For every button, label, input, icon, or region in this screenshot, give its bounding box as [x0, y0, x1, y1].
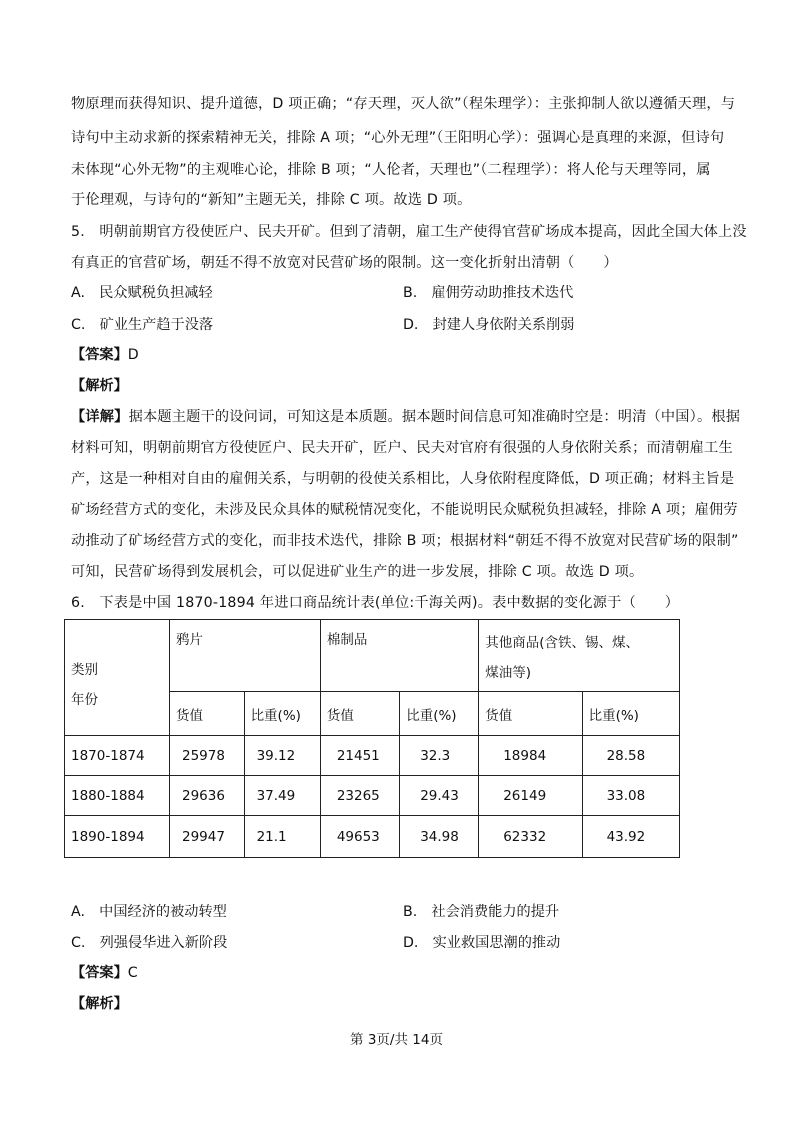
group-header-other: 其他商品(含铁、锡、煤、 煤油等)	[479, 620, 680, 692]
q6-option-c: C. 列强侵华进入新阶段	[71, 935, 228, 951]
q5-option-b: B. 雇佣劳动助推技术迭代	[403, 285, 574, 301]
q6-stem: 6. 下表是中国 1870-1894 年进口商品统计表(单位:千海关两)。表中数据的变化源于（ ）	[71, 595, 680, 611]
q5-detail-line: 动推动了矿场经营方式的变化，而非技术迭代，排除 B 项；根据材料“朝廷不得不放宽对民营矿场的限制”	[71, 533, 739, 549]
q6-answer	[71, 963, 138, 983]
group-header-cotton: 棉制品	[320, 620, 478, 692]
table-row: 1880-1884 29636 37.49 23265 29.43 26149 33.08	[65, 776, 680, 816]
page-footer: 第 3页/共 14页	[350, 1032, 443, 1048]
import-statistics-table	[64, 619, 680, 858]
q5-stem-line: 有真正的官营矿场，朝廷不得不放宽对民营矿场的限制。这一变化折射出清朝（ ）	[71, 255, 618, 271]
q5-answer	[71, 345, 139, 365]
q5-detail-line: 产，这是一种相对自由的雇佣关系，与明朝的役使关系相比，人身依附程度降低，D 项正确；材料主旨是	[71, 471, 735, 487]
q5-detail-line: 【详解】据本题主题干的设问词，可知这是本质题。据本题时间信息可知准确时空是：明清（中国）。根据	[71, 409, 741, 425]
q5-detail-line: 可知，民营矿场得到发展机会，可以促进矿业生产的进一步发展，排除 C 项。故选 D 项。	[71, 564, 644, 580]
q5-detail-line: 材料可知，明朝前期官方役使匠户、民夫开矿，匠户、民夫对官府有很强的人身依附关系；而清朝雇工生	[71, 440, 733, 456]
q6-option-a: A. 中国经济的被动转型	[71, 904, 227, 920]
q4-text-line: 未体现“心外无物”的主观唯心论，排除 B 项；“人伦者，天理也”（二程理学）：将人伦与天理等同，属	[71, 162, 711, 178]
q4-text-line: 诗句中主动求新的探索精神无关，排除 A 项；“心外无理”（王阳明心学）：强调心是真理的来源，但诗句	[71, 130, 725, 146]
corner-category-label: 类别	[71, 661, 98, 678]
corner-year-label: 年份	[71, 691, 98, 708]
q5-detail-line: 矿场经营方式的变化，未涉及民众具体的赋税情况变化，不能说明民众赋税负担减轻，排除 A 项；雇佣劳	[71, 502, 738, 518]
sub-header: 比重(%)	[400, 692, 479, 736]
sub-header: 货值	[479, 692, 582, 736]
q4-text-line: 物原理而获得知识、提升道德，D 项正确；“存天理，灭人欲”（程朱理学）：主张抑制人欲以遵循天理，与	[71, 96, 736, 112]
answer-value: C	[127, 965, 138, 981]
q5-stem-line: 5. 明朝前期官方役使匠户、民夫开矿。但到了清朝，雇工生产使得官营矿场成本提高，因此全国大体上没	[71, 224, 747, 240]
q5-option-c: C. 矿业生产趋于没落	[71, 317, 214, 333]
sub-header: 货值	[170, 692, 245, 736]
sub-header: 比重(%)	[582, 692, 679, 736]
answer-label: 【答案】	[71, 347, 128, 363]
answer-value: D	[127, 347, 139, 363]
detail-label: 【详解】	[71, 409, 129, 425]
group-header-opium: 鸦片	[170, 620, 321, 692]
q5-analysis-label: 【解析】	[71, 378, 128, 394]
answer-label: 【答案】	[71, 965, 128, 981]
q4-text-line: 于伦理观，与诗句的“新知”主题无关，排除 C 项。故选 D 项。	[71, 192, 472, 208]
sub-header: 比重(%)	[244, 692, 320, 736]
q6-analysis-label: 【解析】	[71, 996, 128, 1012]
q5-option-d: D. 封建人身依附关系削弱	[403, 317, 575, 333]
table-row: 1870-1874 25978 39.12 21451 32.3 18984 28.58	[65, 736, 680, 776]
sub-header: 货值	[320, 692, 399, 736]
q6-option-b: B. 社会消费能力的提升	[403, 904, 560, 920]
q6-option-d: D. 实业救国思潮的推动	[403, 935, 561, 951]
q5-option-a: A. 民众赋税负担减轻	[71, 285, 213, 301]
table-corner-cell	[65, 620, 170, 736]
table-row: 1890-1894 29947 21.1 49653 34.98 62332 43.92	[65, 816, 680, 858]
